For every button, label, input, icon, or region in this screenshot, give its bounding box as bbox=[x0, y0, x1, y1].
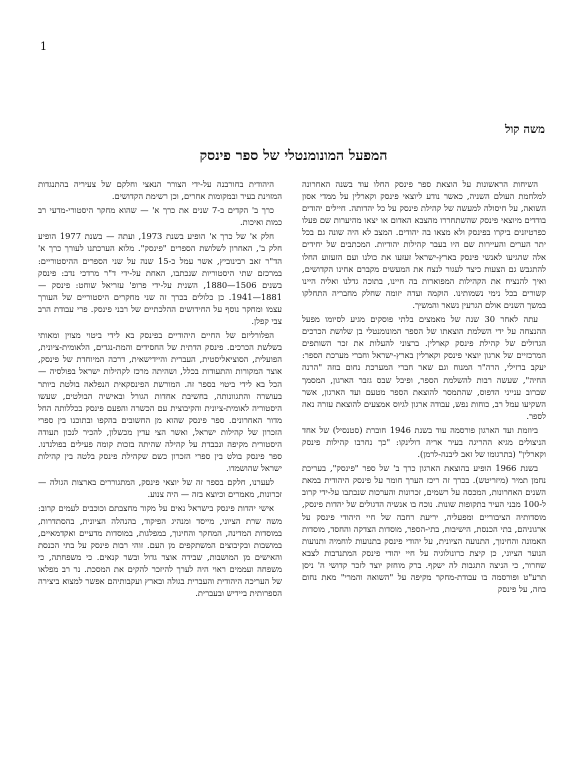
paragraph: ביוזמת ועד הארגון פורסמה עוד בשנת 1946 חוברת (סטנסיל) של אחד הניצולים מגיא ההריגה בעיר אריה דולינקו: "כך נחרבו קהילות פינסק וקארלין" (בתרגומו של זאב ליבנה-לרמן). bbox=[302, 424, 546, 460]
article-title: המפעל המונומנטלי של ספר פינסק bbox=[199, 148, 388, 164]
paragraph: עתה לאחר 30 שנה של מאמצים בלתי פוסקים מגיע לסיומו מפעל ההנצחה על ידי השלמת הוצאתו של הספר המונומנטלי בן שלושת הכרכים הגדולים של קהילת פינסק קארלין. ברצוני להעלות את זכר השותפים המרכזיים של ארגון יוצאי פינסק וקארלין בארץ-ישראל וחברי מערכת הספר: יעקב ברזילי, הרה"ר המנוח וגם שאר חברי המערכת נחום בוזה "הרנה החיה", שעשה רבות להשלמת הספר, ופיבל שבס גזבר הארגון, המסמך שברוב ענייני הדפוס, שהתמסר להוצאת הספר מטעם ועד הארגון, אשר השקיעו עמל רב, כוחות נפש, עבודה ארגון לגיוס אמצעים להוצאת עזרה נאה לספר. bbox=[302, 314, 546, 421]
paragraph: כרך ב' הקדים ב-7 שנים את כרך א' — שהוא מחקר היסטורי-מדעי רב כמות ואיכות. bbox=[38, 205, 282, 228]
left-column bbox=[38, 178, 282, 601]
paragraph: לעערנו, חלקם בספר זה של יוצאי פינסק, המתגוררים בארצות הגולה — זכרונות, מאמרים וכיוצא בזה — היה צנוע. bbox=[38, 477, 282, 500]
paragraph: השיחות הראשונות על הוצאת ספר פינסק החלו עוד בשנה האחרונה למלחמת העולם השניה, כאשר נודע ליוצאי פינסק וקארלין על ממדי אסון השואה, על חיסולה למעשה של קהילת פינסק על כל יהדותה. חיילים יהודים בודדים מיוצאי פינסק שהשתחררו מהצבא האדום או יצאו מהיערות שם פעלו כפרטיזנים ביקרו בפינסק ולא מצאו בה יהודים. המצב לא היה שונה גם בכל יתר הערים והעיירות שם היו בעבר קהילות יהודיות. המכתבים של יחידים אלה שהגיעו לאנשי פינסק בארץ-ישראל זעזעו את כולנו ועם הזעזוע החלו להתגבש גם הצעות כיצד לעגור לנצח את המעשים מקברם אחינו הקדושים, ואיך להנציח את הקהילות המפוארות בה חיינו, בתוכה גדלנו ואליה היינו קשורים בכל נימי נשמותינו. הוקמה ועדה יזומה שחלק מחבריה התחלקו במשך השנים אולם הגרעין נשאר והמשיך. bbox=[302, 179, 546, 310]
author-name: משה קול bbox=[504, 122, 545, 136]
paragraph: אישי יהדות פינסק בישראל נאים על מקור מחצבתם וכוכבים לעמים קרוב: משה שרת הציוני, מייסד ומנהיג הפיקוד, בהנהלה הציונית, בהסתדרות, במוסדות המדינה, המחקר והחינוך, במפלגות, במוסדות מדעיים ואקדמאיים, במושבות ובקיבוצים המשתקפים מן העם. זוהי רבות פינסק על בתי הכנסת והאישים מן המושבות, שבידה אוצר גדול ובשר קנאים. כי משפחתה, כי משפחה ועממים ראוי היה לערך להיזכר להקים את המסכת. נר רב מפלאו של העריכה היהודית והעברית בגולה ובארץ ועקבותיהם אפשר למצוא ביצירה הספרותית ביידיש ובעברית. bbox=[38, 503, 282, 599]
page-number: 1 bbox=[40, 40, 47, 53]
paragraph: בשנת 1966 הופיע בהוצאת הארגון כרך ב' של ספר "פינסק", בעריכת נחמן תמיר (מיזריטש). בכרך זה ריכז הערך חומר על פינסק היהודית במאת השנים האחרונות, המכסה על רשמים, זכרונות והערכות שנכתבו על-ידי קרוב ל-100 מבני העיר בתקופות שונות. נוכח בו אנשיה הדגולים של יהדות פינסק, מוסדותיה הציבוריים ומפעליה, יריעת רחבה של חיי היהודי פינסק על ארגוניהם, בתי הכנסת, הישיבות, בתי-הספר, מוסדות הצדקה והחסד, מוסדות האמונה והחינוך, התנועה הציונית, על יהודי פינסק בתנועות לוחמיה ותנועות הנוער הציוני, כן קיצת כרונולוגיה על חיי יהודי פינסק המתנדבות לצבא שחרור, כי הניצה התגבות לה ישקף. ברק מוחזק יוצד לזכר קדושי ה' ניסן תרע"ט ופורסמה בו עבודת-מחקר מקיפה על "השואה והמרי" מאת נחום בוזה, על פינסק bbox=[302, 463, 546, 595]
right-column bbox=[302, 178, 546, 597]
paragraph: חלק א' של כרך א' הופיע בשנת 1973, ועתה — בשנת 1977 הופיע חלק ב', האחרון לשלושת הספרים "פינסק". מלוא הערכתנו לעורך כרך א' הד"ר זאב רבינוביץ, אשר עמל כ-15 שנה על שני הספרים ההיסטוריים: במרכזם שתי היסטוריות שנכתבו, האחת על-ידי ד"ר מרדכי נדב: פינסק בשנים 1506—1880, השנית על-ידי פרופ' עזריאל שוחט: פינסק — 1881—1941. כן כלולים בכרך זה שני מחקרים היסטוריים של העורך עצמו ומחקר נוסף על החידושים ההלכתיים של רבני פינסק. פרי עבודת הרב צבי קפלן. bbox=[38, 231, 283, 327]
paragraph: היהודית בחורבנה על-ידי הצורר הנאצי וחלקם של צעיריה בהתנגדות המזוינת בעיר ובמקומות אחרים, וכן רשימת הקדושים. bbox=[38, 179, 282, 202]
paragraph: הפלורליזם של החיים היהודיים בפינסק בא לידי ביטוי מצוין ומאותי בשלשת הכרכים. פינסק הדתית של החסידים והמת-נגדים, הלאומית-ציונית, הפועלית, הסוציאליסטית, העברית והיידישאית, דרכה המיוחדת של פינסק, אוצר המקורות והתעודות בכלל, ושהיתה מרכז לקהילות ישראל בפולסיה — הכל בא לידי ביטוי בספר זה. המורשת הפינסקאית הנפלאה בולטת ביותר בעושרה והתגוונותה, בחשיבת אחדות הגורל ובאישיה הבולטים, שעשו היסטוריה לאומית-ציונית והקיבוצית עם הכשרה והפעם פינסק בכללותה החל מדור האחרונים. ספר פינסק שהוא מן החשובים בהקפו ובתוכנו בין ספרי הזכרון של קהילות ישראל, ואשר הצי עדין מכשלון, להכיר לנכון תעודה היסטורית מקיפה ונכבדת על קהילה שהיתה בזכות קומה פעילים בפולנדנו. ספר פינסק בולט בין ספרי הזכרון כשם שקהילת פינסק בלטה בין קהילות ישראל שהושמדו. bbox=[38, 330, 282, 474]
